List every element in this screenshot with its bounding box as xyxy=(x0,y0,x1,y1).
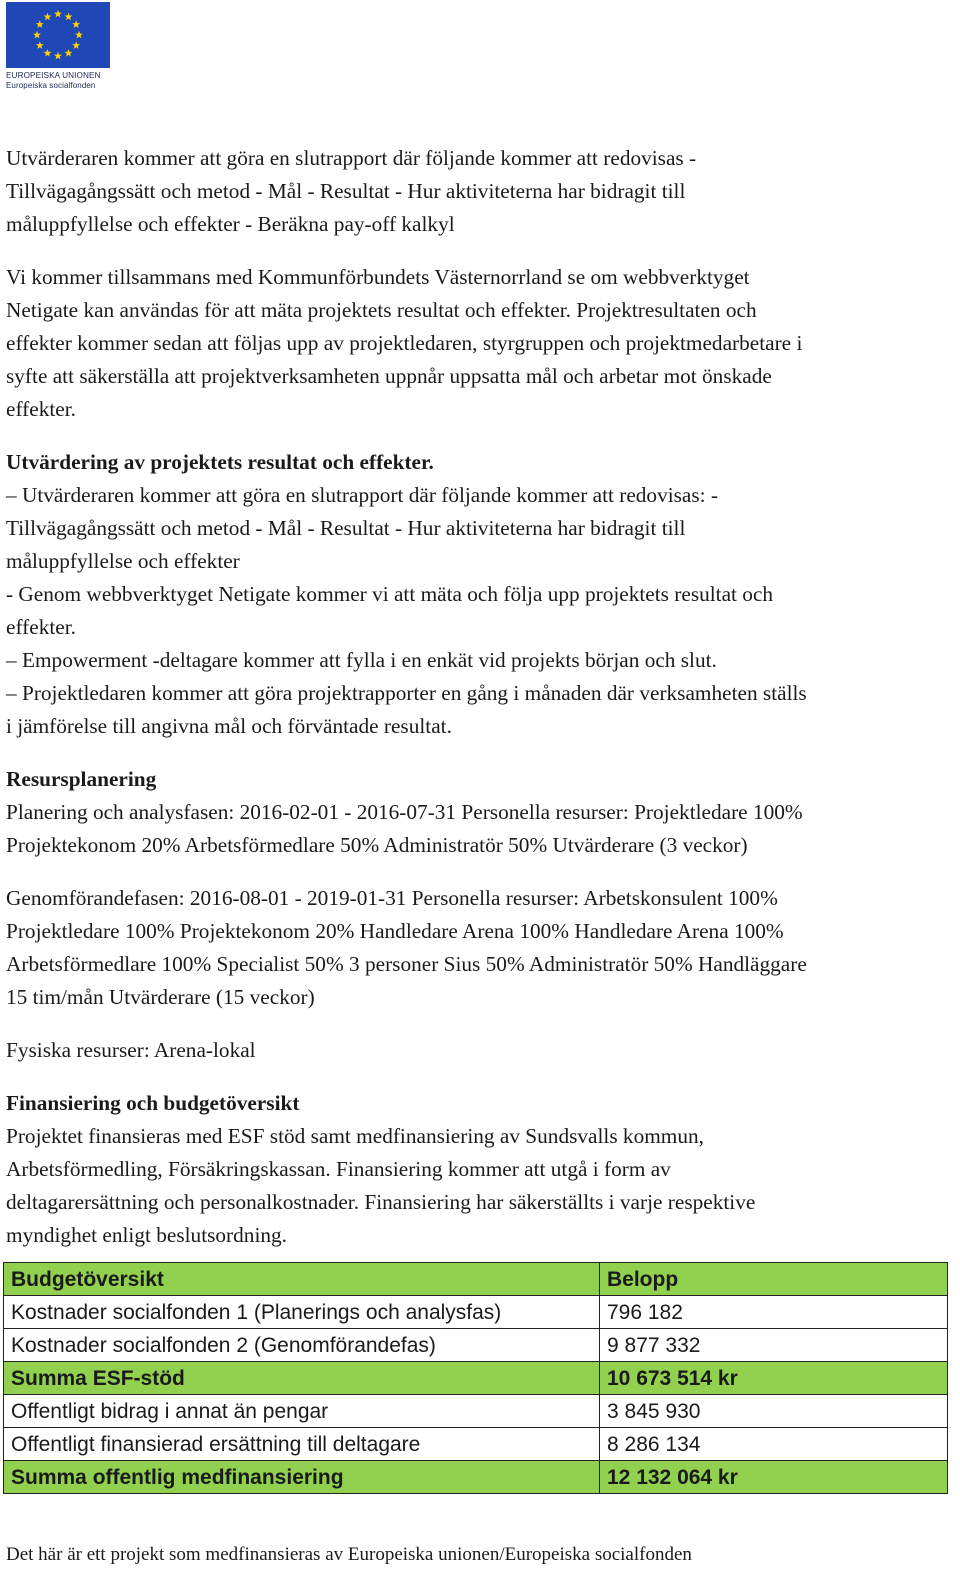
table-row xyxy=(4,1395,948,1428)
text-line: – Utvärderaren kommer att göra en slutrapport där följande kommer att redovisas: - xyxy=(6,483,719,507)
eu-esf-logo xyxy=(6,2,112,91)
paragraph-planeringsfas xyxy=(6,796,950,862)
eu-flag-icon xyxy=(6,2,110,68)
heading-finansiering: Finansiering och budgetöversikt xyxy=(6,1091,300,1115)
budget-value-cell: 796 182 xyxy=(600,1296,948,1329)
paragraph-genomforandefas xyxy=(6,882,950,1014)
text-line: Arbetsförmedlare 100% Specialist 50% 3 personer Sius 50% Administratör 50% Handläggare xyxy=(6,952,807,976)
text-line: Projektet finansieras med ESF stöd samt medfinansiering av Sundsvalls kommun, xyxy=(6,1124,704,1148)
text-line: effekter. xyxy=(6,397,76,421)
text-line: Netigate kan användas för att mäta projektets resultat och effekter. Projektresultaten och xyxy=(6,298,757,322)
table-row xyxy=(4,1263,948,1296)
text-line: Projektledare 100% Projektekonom 20% Handledare Arena 100% Handledare Arena 100% xyxy=(6,919,784,943)
text-line: deltagarersättning och personalkostnader. Finansiering har säkerställts i varje respektive xyxy=(6,1190,756,1214)
text-line: 15 tim/mån Utvärderare (15 veckor) xyxy=(6,985,315,1009)
paragraph-netigate xyxy=(6,261,950,426)
text-line: måluppfyllelse och effekter - Beräkna pay-off kalkyl xyxy=(6,212,455,236)
budget-value-cell: 8 286 134 xyxy=(600,1428,948,1461)
text-line: effekter. xyxy=(6,615,76,639)
text-line: Planering och analysfasen: 2016-02-01 - 2016-07-31 Personella resurser: Projektledare 100% xyxy=(6,800,803,824)
text-line: effekter kommer sedan att följas upp av projektledaren, styrgruppen och projektmedarbetare i xyxy=(6,331,803,355)
table-row xyxy=(4,1296,948,1329)
text-line: – Empowerment -deltagare kommer att fylla i en enkät vid projekts början och slut. xyxy=(6,648,717,672)
paragraph-fysiska-resurser: Fysiska resurser: Arena-lokal xyxy=(6,1038,256,1062)
text-line: - Genom webbverktyget Netigate kommer vi att mäta och följa upp projektets resultat och xyxy=(6,582,774,606)
text-line: Tillvägagångssätt och metod - Mål - Resultat - Hur aktiviteterna har bidragit till xyxy=(6,179,686,203)
text-line: Vi kommer tillsammans med Kommunförbundets Västernorrland se om webbverktyget xyxy=(6,265,750,289)
heading-resursplanering: Resursplanering xyxy=(6,767,157,791)
logo-text-esf: Europeiska socialfonden xyxy=(6,81,96,90)
paragraph-finansiering xyxy=(6,1120,950,1252)
table-row xyxy=(4,1329,948,1362)
text-line: Projektekonom 20% Arbetsförmedlare 50% Administratör 50% Utvärderare (3 veckor) xyxy=(6,833,748,857)
budget-value-cell: 10 673 514 kr xyxy=(600,1362,948,1395)
budget-value-cell: 3 845 930 xyxy=(600,1395,948,1428)
paragraph-slutrapport xyxy=(6,142,950,241)
text-line: måluppfyllelse och effekter xyxy=(6,549,240,573)
budget-label-cell: Summa ESF-stöd xyxy=(4,1362,600,1395)
table-row xyxy=(4,1461,948,1494)
page-footer: Det här är ett projekt som medfinansieras av Europeiska unionen/Europeiska socialfonden xyxy=(6,1544,692,1565)
text-line: Genomförandefasen: 2016-08-01 - 2019-01-31 Personella resurser: Arbetskonsulent 100% xyxy=(6,886,778,910)
budget-label-cell: Offentligt finansierad ersättning till deltagare xyxy=(4,1428,600,1461)
text-line: i jämförelse till angivna mål och förväntade resultat. xyxy=(6,714,452,738)
budget-table xyxy=(3,1262,948,1494)
budget-value-cell: 9 877 332 xyxy=(600,1329,948,1362)
budget-label-cell: Offentligt bidrag i annat än pengar xyxy=(4,1395,600,1428)
budget-value-cell: Belopp xyxy=(600,1263,948,1296)
table-row xyxy=(4,1362,948,1395)
budget-label-cell: Summa offentlig medfinansiering xyxy=(4,1461,600,1494)
budget-label-cell: Kostnader socialfonden 1 (Planerings och analysfas) xyxy=(4,1296,600,1329)
heading-utvardering: Utvärdering av projektets resultat och effekter. xyxy=(6,450,434,474)
budget-value-cell: 12 132 064 kr xyxy=(600,1461,948,1494)
document-body xyxy=(6,142,950,1252)
text-line: – Projektledaren kommer att göra projektrapporter en gång i månaden där verksamheten ställs xyxy=(6,681,807,705)
budget-label-cell: Kostnader socialfonden 2 (Genomförandefas) xyxy=(4,1329,600,1362)
budget-label-cell: Budgetöversikt xyxy=(4,1263,600,1296)
text-line: Arbetsförmedling, Försäkringskassan. Finansiering kommer att utgå i form av xyxy=(6,1157,671,1181)
text-line: syfte att säkerställa att projektverksamheten uppnår uppsatta mål och arbetar mot önskade xyxy=(6,364,772,388)
paragraph-utvardering xyxy=(6,479,950,743)
table-row xyxy=(4,1428,948,1461)
text-line: Tillvägagångssätt och metod - Mål - Resultat - Hur aktiviteterna har bidragit till xyxy=(6,516,686,540)
text-line: myndighet enligt beslutsordning. xyxy=(6,1223,287,1247)
logo-text-eu: EUROPEISKA UNIONEN xyxy=(6,71,101,80)
text-line: Utvärderaren kommer att göra en slutrapport där följande kommer att redovisas - xyxy=(6,146,697,170)
